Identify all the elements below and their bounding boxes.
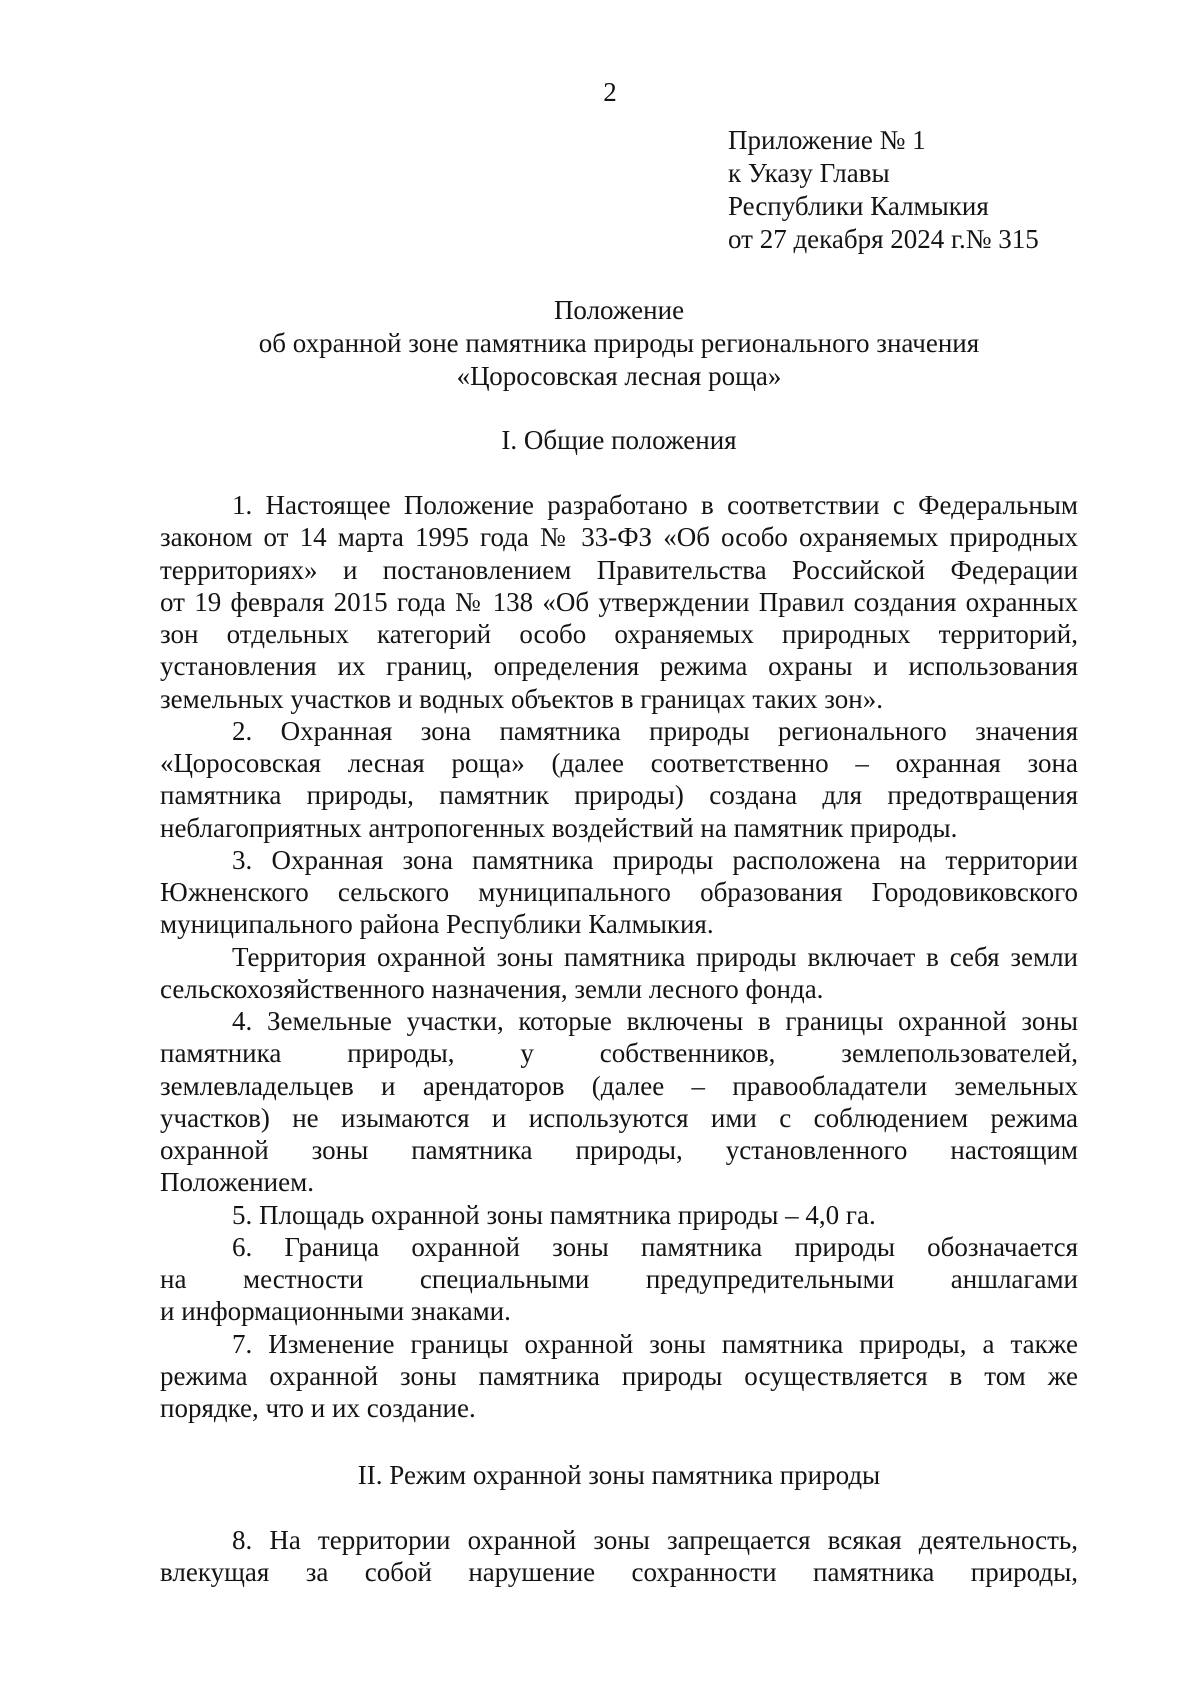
document-title	[160, 294, 1078, 393]
section-heading: II. Режим охранной зоны памятника природы	[357, 1460, 881, 1490]
paragraph-line: неблагоприятных антропогенных воздействий на памятник природы.	[160, 812, 958, 843]
paragraph-line: законом от 14 марта 1995 года № 33-ФЗ «Об особо охраняемых природных	[160, 522, 1078, 553]
paragraph-line: и информационными знаками.	[160, 1296, 511, 1327]
appendix-reference	[728, 124, 1148, 256]
paragraph	[160, 1328, 1078, 1425]
paragraph	[160, 715, 1078, 844]
paragraph-line: Южненского сельского муниципального образования Городовиковского	[160, 877, 1078, 907]
paragraph-line: 3. Охранная зона памятника природы расположена на территории	[232, 844, 1078, 875]
paragraph-line: «Цоросовская лесная роща» (далее соответственно – охранная зона	[160, 748, 1078, 778]
title-line: «Цоросовская лесная роща»	[456, 361, 782, 391]
paragraph-line: установления их границ, определения режима охраны и использования	[160, 651, 1078, 682]
paragraph-line: 5. Площадь охранной зоны памятника природы – 4,0 га.	[232, 1199, 876, 1230]
paragraph-line: 2. Охранная зона памятника природы регионального значения	[232, 715, 1078, 746]
paragraph-line: влекущая за собой нарушение сохранности памятника природы,	[160, 1557, 1078, 1588]
paragraph-line: территориях» и постановлением Правительства Российской Федерации	[160, 554, 1078, 585]
section-body	[160, 489, 1078, 1424]
paragraph-line: 7. Изменение границы охранной зоны памятника природы, а также	[232, 1328, 1078, 1359]
appendix-line: Приложение № 1	[728, 125, 926, 155]
paragraph	[160, 844, 1078, 941]
paragraph-line: порядке, что и их создание.	[160, 1393, 476, 1423]
paragraph-line: 4. Земельные участки, которые включены в границы охранной зоны	[232, 1006, 1078, 1036]
paragraph-line: муниципального района Республики Калмыкия.	[160, 909, 714, 940]
title-line: Положение	[553, 295, 685, 325]
paragraph-line: землевладельцев и арендаторов (далее – правообладатели земельных	[160, 1070, 1078, 1101]
paragraph	[160, 1005, 1078, 1199]
page-number: 2	[603, 77, 617, 107]
paragraph-line: памятника природы, у собственников, землепользователей,	[160, 1038, 1078, 1069]
paragraph	[160, 941, 1078, 1006]
paragraph-line: Положением.	[160, 1167, 314, 1198]
paragraph-line: 1. Настоящее Положение разработано в соответствии с Федеральным	[232, 490, 1078, 520]
paragraph-line: зон отдельных категорий особо охраняемых природных территорий,	[160, 619, 1078, 649]
section-body	[160, 1524, 1078, 1589]
paragraph-line: Территория охранной зоны памятника природы включает в себя земли	[232, 941, 1078, 972]
section-heading: I. Общие положения	[501, 425, 737, 455]
paragraph-line: режима охранной зоны памятника природы осуществляется в том же	[160, 1360, 1078, 1391]
appendix-line: к Указу Главы	[728, 158, 890, 188]
paragraph	[160, 1199, 1078, 1231]
paragraph-line: от 19 февраля 2015 года № 138 «Об утверждении Правил создания охранных	[160, 586, 1078, 617]
paragraph-line: на местности специальными предупредительными аншлагами	[160, 1264, 1078, 1294]
paragraph-line: памятника природы, памятник природы) создана для предотвращения	[160, 780, 1078, 811]
paragraph-line: охранной зоны памятника природы, установленного настоящим	[160, 1135, 1078, 1165]
paragraph-line: участков) не изымаются и используются ими с соблюдением режима	[160, 1102, 1078, 1133]
paragraph	[160, 489, 1078, 715]
paragraph	[160, 1231, 1078, 1328]
appendix-line: Республики Калмыкия	[728, 191, 989, 221]
title-line: об охранной зоне памятника природы регионального значения	[258, 328, 980, 358]
paragraph-line: земельных участков и водных объектов в границах таких зон».	[160, 683, 883, 714]
paragraph-line: сельскохозяйственного назначения, земли лесного фонда.	[160, 973, 824, 1004]
paragraph-line: 8. На территории охранной зоны запрещается всякая деятельность,	[232, 1525, 1078, 1555]
paragraph	[160, 1524, 1078, 1589]
appendix-line: от 27 декабря 2024 г.№ 315	[728, 224, 1039, 254]
paragraph-line: 6. Граница охранной зоны памятника природы обозначается	[232, 1231, 1078, 1262]
